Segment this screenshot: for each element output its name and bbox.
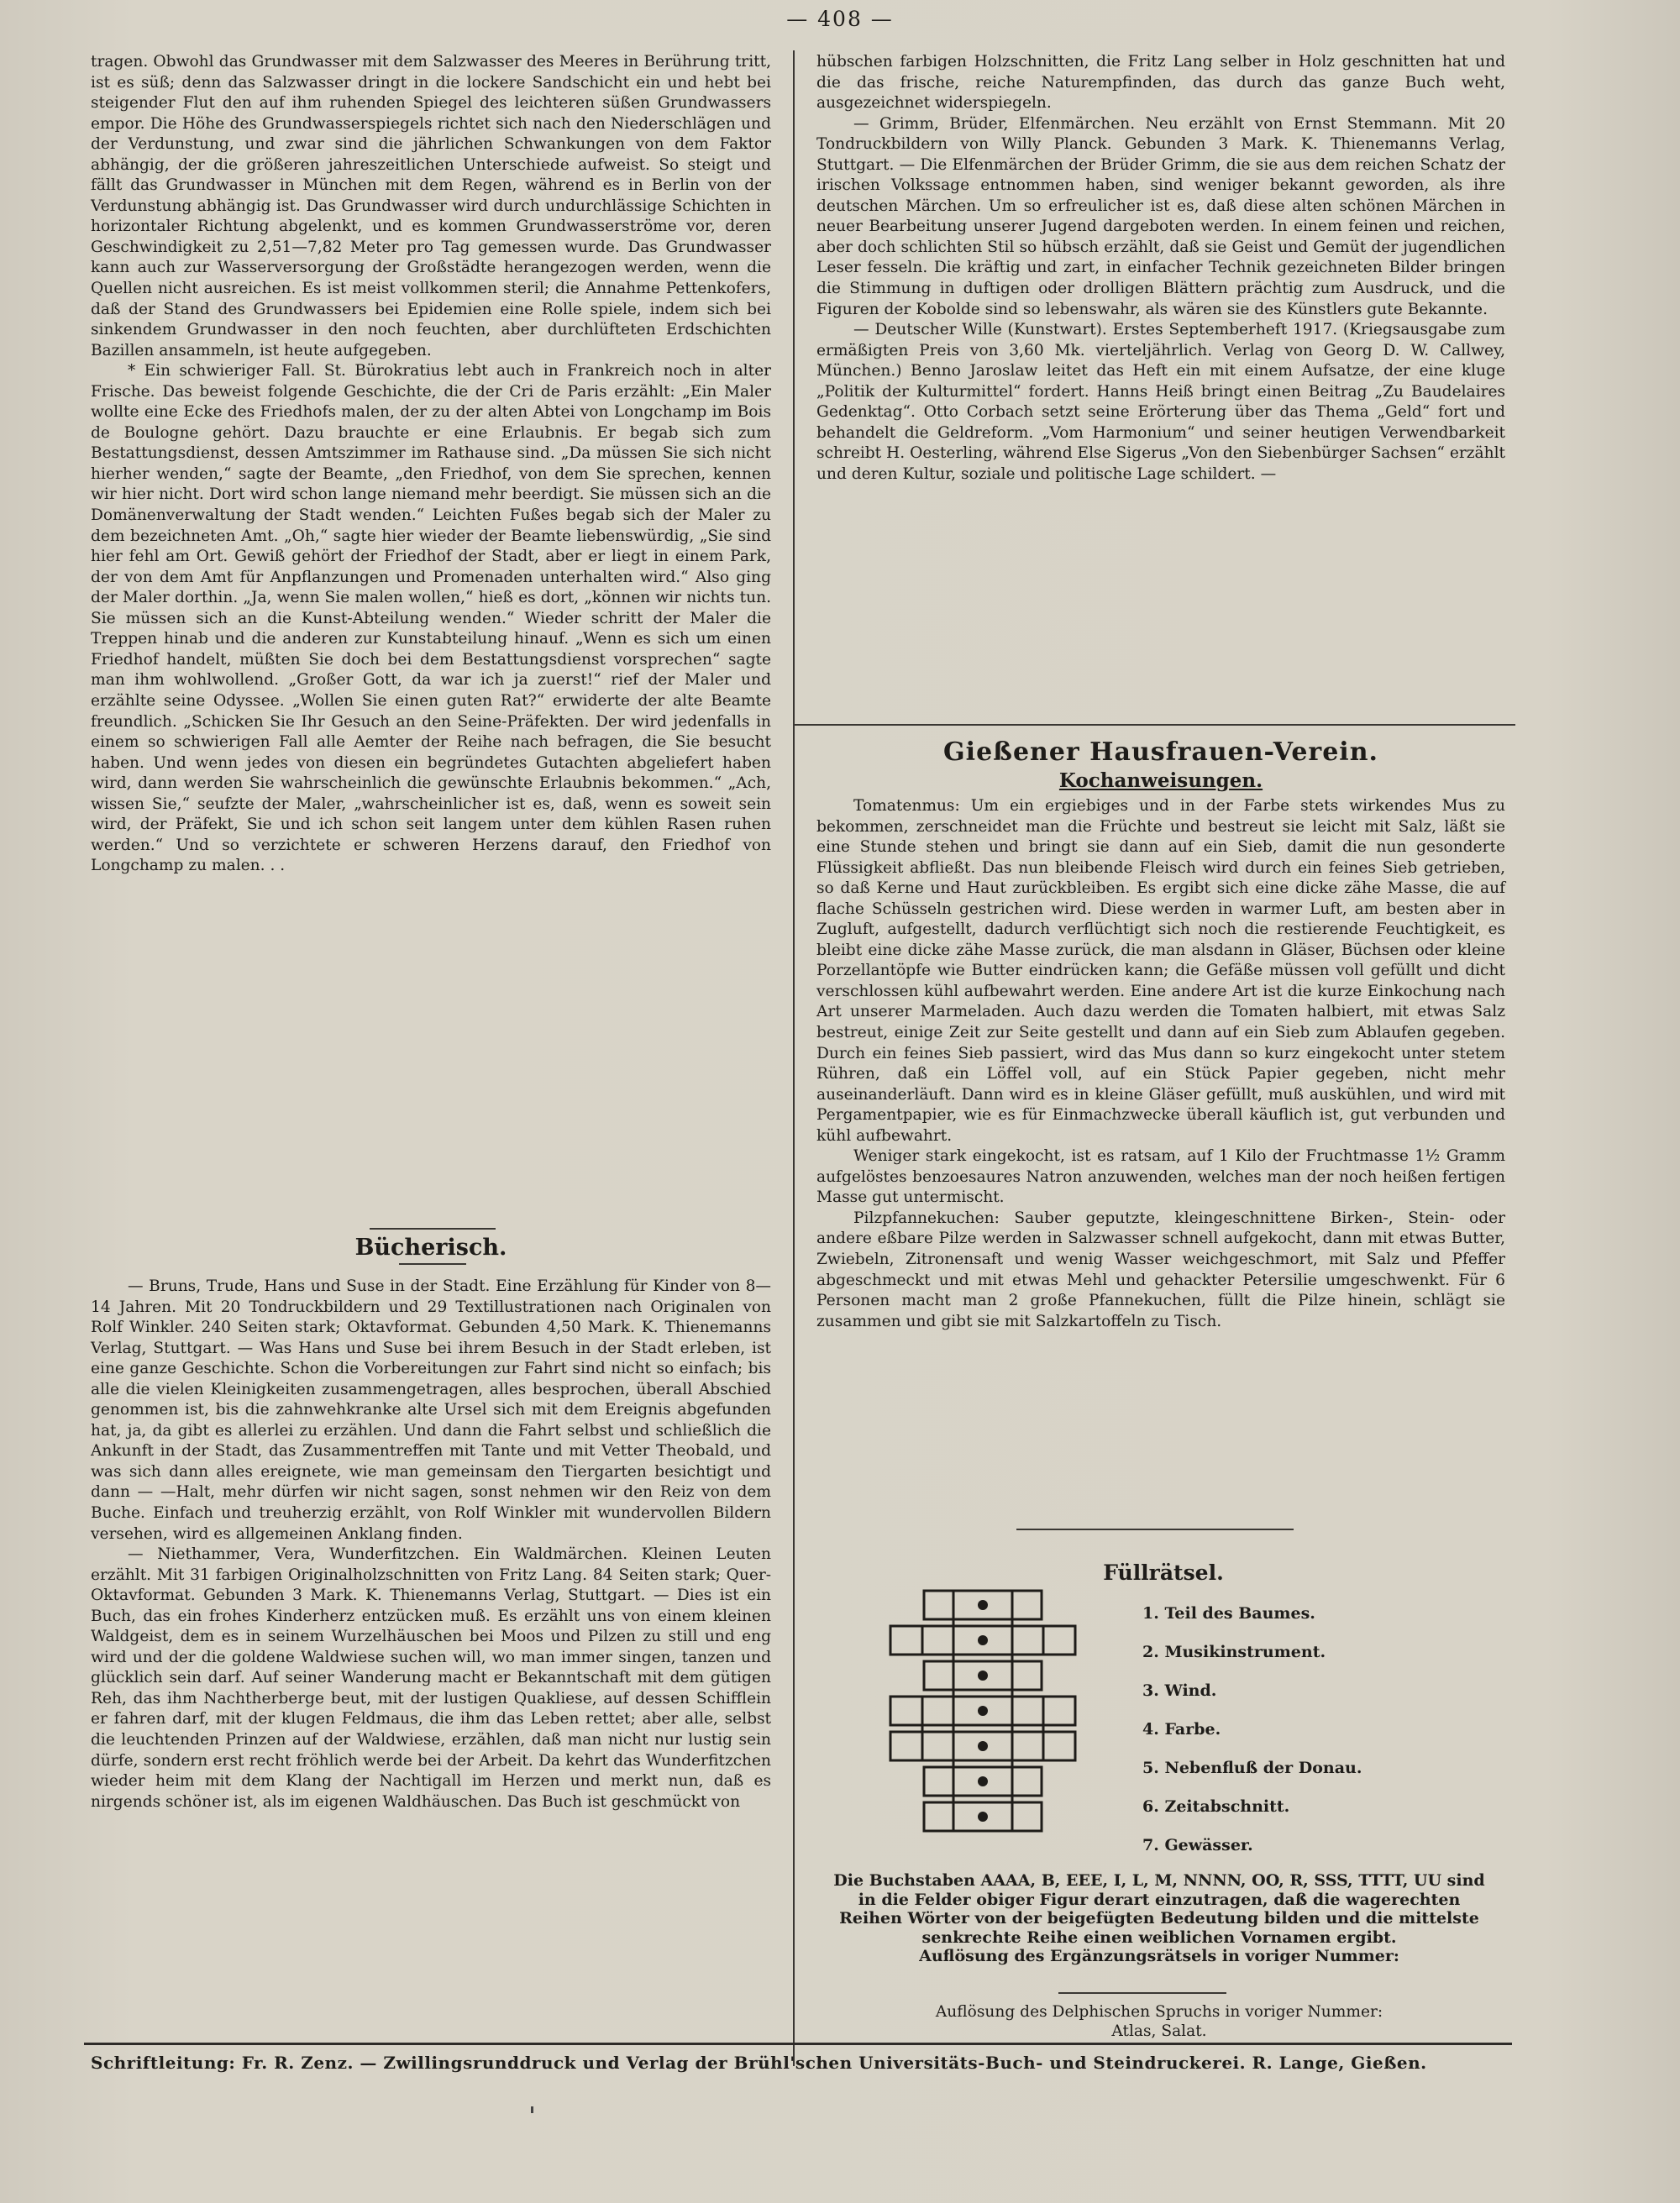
recipes — [816, 796, 1505, 1332]
imprint-footer: Schriftleitung: Fr. R. Zenz. — Zwillingsrunddruck und Verlag der Brühl'schen Universitäts-Buch- und Steindruckerei. R. Lange, Gießen. — [91, 2053, 1427, 2073]
left-column-top — [91, 52, 771, 877]
article-paragraph: tragen. Obwohl das Grundwasser mit dem Salzwasser des Meeres in Berührung tritt, ist es süß; denn das Salzwasser dringt in die lockere Sandschicht ein und hebt bei steigender Flut den auf ihm ruhenden Spiegel des leichteren süßen Grundwassers empor. Die Höhe des Grundwasserspiegels richtet sich nach den Niederschlägen und der Verdunstung, und zwar sind die jährlichen Schwankungen von dem Faktor abhängig, der die größeren jahreszeitlichen Unterschiede aufweist. So steigt und fällt das Grundwasser in München mit dem Regen, während es in Berlin von der Verdunstung abhängig ist. Das Grundwasser wird durch undurchlässige Schichten in horizontaler Richtung abgelenkt, und es kommen Grundwasserströme vor, deren Geschwindigkeit zu 2,51—7,82 Meter pro Tag gemessen wurde. Das Grundwasser kann auch zur Wasserversorgung der Großstädte herangezogen werden, wenn die Quellen nicht ausreichen. Es ist meist vollkommen steril; die Annahme Pettenkofers, daß der Stand des Grundwassers bei Epidemien eine Rolle spiele, indem sich bei sinkendem Grundwasser in den noch feuchten, aber durchlüfteten Erdschichten Bazillen ansammeln, ist heute aufgegeben. — [91, 53, 771, 359]
previous-answer — [832, 2002, 1487, 2041]
column-divider — [793, 50, 795, 2066]
book-review: — Niethammer, Vera, Wunderfitzchen. Ein Waldmärchen. Kleinen Leuten erzählt. Mit 31 farbigen Originalholzschnitten von Fritz Lang. 84 Seiten stark; Quer-Oktavformat. Gebunden 3 Mark. K. Thienemanns Verlag, Stuttgart. — Dies ist ein Buch, das ein frohes Kinderherz entzücken muß. Es erzählt uns von einem kleinen Waldgeist, dem es in seinem Wurzelhäuschen bei Moos und Pilzen zu still und eng wird und der die goldene Waldwiese suchen will, wo man immer singen, tanzen und glücklich sein darf. Auf seiner Wanderung macht er Bekanntschaft mit dem gütigen Reh, das ihm Nachtherberge beut, mit der lustigen Quakliese, auf dessen Schifflein er fahren darf, mit der klugen Feldmaus, die ihm das Leben rettet; aber alle, selbst die leuchtenden Prinzen auf der Waldwiese, erzählen, daß man nicht nur lustig sein dürfe, sondern erst recht fröhlich werde bei der Arbeit. Da kehrt das Wunderfitzchen wieder heim mit dem Klang der Nachtigall im Herzen und merkt nun, daß es nirgends schöner ist, als im eigenen Waldhäuschen. Das Buch ist geschmückt von — [91, 1545, 771, 1811]
book-review: — Deutscher Wille (Kunstwart). Erstes Septemberheft 1917. (Kriegsausgabe zum ermäßigten Preis von 3,60 Mk. vierteljährlich. Verlag von Georg D. W. Callwey, München.) Benno Jaroslaw leitet das Heft ein mit einem Aufsatze, der eine kluge „Politik der Kulturmittel“ fordert. Hanns Heiß bringt einen Beitrag „Zu Baudelaires Gedenktag“. Otto Corbach setzt seine Erörterung über das Thema „Geld“ fort und behandelt die Geldreform. „Vom Harmonium“ und seiner heutigen Verwendbarkeit schreibt H. Oesterling, während Else Sigerus „Von den Siebenbürger Sachsen“ erzählt und deren Kultur, soziale und politische Lage schildert. — — [816, 321, 1505, 483]
recipe-paragraph: Pilzpfannekuchen: Sauber geputzte, kleingeschnittene Birken-, Stein- oder andere eßbare Pilze werden in Salzwasser schnell aufgekocht, dann mit etwas Butter, Zwiebeln, Zitronensaft und wenig Wasser weichgeschmort, mit Salz und Pfeffer abgeschmeckt und mit etwas Mehl und gehackter Petersilie umgeschwenkt. Für 6 Personen macht man 2 große Pfannekuchen, füllt die Pilze hinein, schlägt sie zusammen und gibt sie mit Salzkartoffeln zu Tisch. — [816, 1209, 1505, 1330]
heading-rule — [399, 1263, 466, 1265]
books-heading: Bücherisch. — [354, 1235, 507, 1261]
section-divider — [793, 724, 1515, 726]
recipe-paragraph: Weniger stark eingekocht, ist es ratsam, auf 1 Kilo der Fruchtmasse 1½ Gramm aufgelöstes benzoesaures Natron anzuwenden, welches man der noch heißen fertigen Masse gut untermischt. — [816, 1147, 1505, 1207]
club-subheading: Kochanweisungen. — [1058, 769, 1263, 792]
book-review: — Grimm, Brüder, Elfenmärchen. Neu erzählt von Ernst Stemmann. Mit 20 Tondruckbildern von Willy Planck. Gebunden 3 Mark. K. Thienemanns Verlag, Stuttgart. — Die Elfenmärchen der Brüder Grimm, die sie aus dem reichen Schatz der irischen Volkssage entnommen haben, sind weniger bekannt geworden, als ihre deutschen Märchen. Um so erfreulicher ist es, daß diese alten schönen Märchen in neuer Bearbeitung unserer Jugend dargeboten werden. In einem feinen und reichen, aber doch schlichten Stil so hübsch erzählt, daß sie Geist und Gemüt der jugendlichen Leser fesseln. Die kräftig und zart, in einfacher Technik gezeichneten Bilder bringen die Stimmung in duftigen oder drolligen Blättern prächtig zum Ausdruck, und die Figuren der Kobolde sind so lebenswahr, als wären sie des Künstlers gute Bekannte. — [816, 114, 1505, 318]
print-mark — [531, 2106, 533, 2113]
answer-line: Auflösung des Delphischen Spruchs in voriger Nummer: — [935, 2003, 1383, 2021]
footer-rule — [84, 2043, 1512, 2045]
puzzle-clues — [1142, 1594, 1362, 1865]
puzzle-heading: Füllrätsel. — [1103, 1560, 1224, 1585]
clue: 1. Teil des Baumes. — [1142, 1604, 1315, 1623]
prev-solution-heading: Auflösung des Ergänzungsrätsels in voriger Nummer: — [919, 1947, 1399, 1965]
puzzle-grid-figure — [874, 1587, 1092, 1839]
answer-line: Atlas, Salat. — [1111, 2022, 1207, 2040]
heading-rule — [370, 1228, 496, 1230]
section-divider — [1058, 1992, 1226, 1994]
clue: 4. Farbe. — [1142, 1720, 1221, 1739]
puzzle-instructions: Die Buchstaben AAAA, B, EEE, I, L, M, NNNN, OO, R, SSS, TTTT, UU sind in die Felder obiger Figur derart einzutragen, daß die wagerechten Reihen Wörter von der beigefügten Bedeutung bilden und die mittelste senkrechte Reihe einen weiblichen Vornamen ergibt. Auflösung des Ergänzungsrätsels in voriger Nummer: — [832, 1871, 1487, 1966]
article-paragraph: hübschen farbigen Holzschnitten, die Fritz Lang selber in Holz geschnitten hat und die das frische, reiche Naturempfinden, das durch das ganze Buch weht, ausgezeichnet widerspiegeln. — [816, 53, 1505, 113]
book-review: — Bruns, Trude, Hans und Suse in der Stadt. Eine Erzählung für Kinder von 8—14 Jahren. Mit 20 Tondruckbildern und 29 Textillustrationen nach Originalen von Rolf Winkler. 240 Seiten stark; Oktavformat. Gebunden 4,50 Mark. K. Thienemanns Verlag, Stuttgart. — Was Hans und Suse bei ihrem Besuch in der Stadt erleben, ist eine ganze Geschichte. Schon die Vorbereitungen zur Fahrt sind nicht so einfach; bis alle die vielen Kleinigkeiten zusammengetragen, alles besprochen, überall Abschied genommen ist, bis die zahnwehkranke alte Ursel sich mit dem Ereignis abgefunden hat, ja, da gibt es allerlei zu erzählen. Und dann die Fahrt selbst und schließlich die Ankunft in der Stadt, das Zusammentreffen mit Tante und mit Vetter Theobald, und was sich dann alles ereignete, wie man gemeinsam den Tiergarten besichtigt und dann — —Halt, mehr dürfen wir nicht sagen, sonst nehmen wir den Reiz von dem Buche. Einfach und treuherzig erzählt, von Rolf Winkler mit wundervollen Bildern versehen, wird es allgemeinen Anklang finden. — [91, 1277, 771, 1543]
clue: 3. Wind. — [1142, 1681, 1217, 1700]
clue: 6. Zeitabschnitt. — [1142, 1797, 1290, 1816]
club-heading: Gießener Hausfrauen-Verein. — [943, 737, 1378, 767]
puzzle-grid — [874, 1587, 1092, 1839]
clue: 2. Musikinstrument. — [1142, 1643, 1326, 1661]
article-paragraph: * Ein schwieriger Fall. St. Bürokratius lebt auch in Frankreich noch in alter Frische. Das beweist folgende Geschichte, die der Cri de Paris erzählt: „Ein Maler wollte eine Ecke des Friedhofs malen, der zu der alten Abtei von Longchamp im Bois de Boulogne gehört. Dazu brauchte er eine Erlaubnis. Er begab sich zum Bestattungsdienst, dessen Amtszimmer im Rathause sind. „Da müssen Sie sich nicht hierher wenden,“ sagte der Beamte, „den Friedhof, von dem Sie sprechen, kennen wir hier nicht. Dort wird schon lange niemand mehr beerdigt. Sie müssen sich an die Domänenverwaltung der Stadt wenden.“ Leichten Fußes begab sich der Maler zu dem bezeichneten Amt. „Oh,“ sagte hier wieder der Beamte liebenswürdig, „Sie sind hier fehl am Ort. Gewiß gehört der Friedhof der Stadt, aber er liegt in einem Park, der von dem Amt für Anpflanzungen und Promenaden unterhalten wird.“ Also ging der Maler dorthin. „Ja, wenn Sie malen wollen,“ hieß es dort, „können wir nichts tun. Sie müssen sich an die Kunst-Abteilung wenden.“ Wieder schritt der Maler die Treppen hinab und die anderen zur Kunstabteilung hinauf. „Wenn es sich um einen Friedhof handelt, müßten Sie doch bei dem Bestattungsdienst vorsprechen“ sagte man ihm wohlwollend. „Großer Gott, da war ich ja zuerst!“ rief der Maler und erzählte seine Odyssee. „Wollen Sie einen guten Rat?“ erwiderte der alte Beamte freundlich. „Schicken Sie Ihr Gesuch an den Seine-Präfekten. Der wird jedenfalls in einem so schwierigen Fall alle Aemter der Reihe nach befragen, die Sie besucht haben. Und wenn jedes von diesen ein begründetes Gutachten abgeliefert haben wird, dann werden Sie wahrscheinlich die gewünschte Erlaubnis bekommen.“ „Ach, wissen Sie,“ seufzte der Maler, „wahrscheinlicher ist es, daß, wenn es soweit sein wird, der Präfekt, Sie und ich schon seit langem unter dem kühlen Rasen ruhen werden.“ Und so verzichtete er schweren Herzens darauf, den Friedhof von Longchamp zu malen. . . — [91, 362, 771, 875]
recipe-paragraph: Tomatenmus: Um ein ergiebiges und in der Farbe stets wirkendes Mus zu bekommen, zerschneidet man die Früchte und bestreut sie leicht mit Salz, läßt sie eine Stunde stehen und bringt sie dann auf ein Sieb, damit die nun gesonderte Flüssigkeit abfließt. Das nun bleibende Fleisch wird durch ein feines Sieb getrieben, so daß Kerne und Haut zurückbleiben. Es ergibt sich eine dicke zähe Masse, die auf flache Schüsseln gestrichen wird. Diese werden in warmer Luft, am besten aber in Zugluft, aufgestellt, dadurch verflüchtigt sich noch die restierende Feuchtigkeit, es bleibt eine dicke zähe Masse zurück, die man alsdann in Gläser, Büchsen oder kleine Porzellantöpfe wie Butter eindrücken kann; die Gefäße müssen voll gefüllt und dicht verschlossen kühl aufbewahrt werden. Eine andere Art ist die kurze Einkochung nach Art unserer Marmeladen. Auch dazu werden die Tomaten halbiert, mit etwas Salz bestreut, einige Zeit zur Seite gestellt und dann auf ein Sieb zum Ablaufen gegeben. Durch ein feines Sieb passiert, wird das Mus dann so kurz eingekocht unter stetem Rühren, daß ein Löffel voll, auf ein Stück Papier gegeben, nicht mehr auseinanderläuft. Dann wird es in kleine Gläser gefüllt, muß auskühlen, und wird mit Pergamentpapier, wie es für Einmachzwecke überall käuflich ist, gut verbunden und kühl aufbewahrt. — [816, 797, 1505, 1145]
section-divider — [1016, 1529, 1294, 1530]
clue: 7. Gewässer. — [1142, 1836, 1253, 1854]
clue: 5. Nebenfluß der Donau. — [1142, 1759, 1362, 1777]
right-column-top — [816, 52, 1505, 485]
page-number: — 408 — — [786, 7, 894, 31]
book-reviews — [91, 1277, 771, 1812]
